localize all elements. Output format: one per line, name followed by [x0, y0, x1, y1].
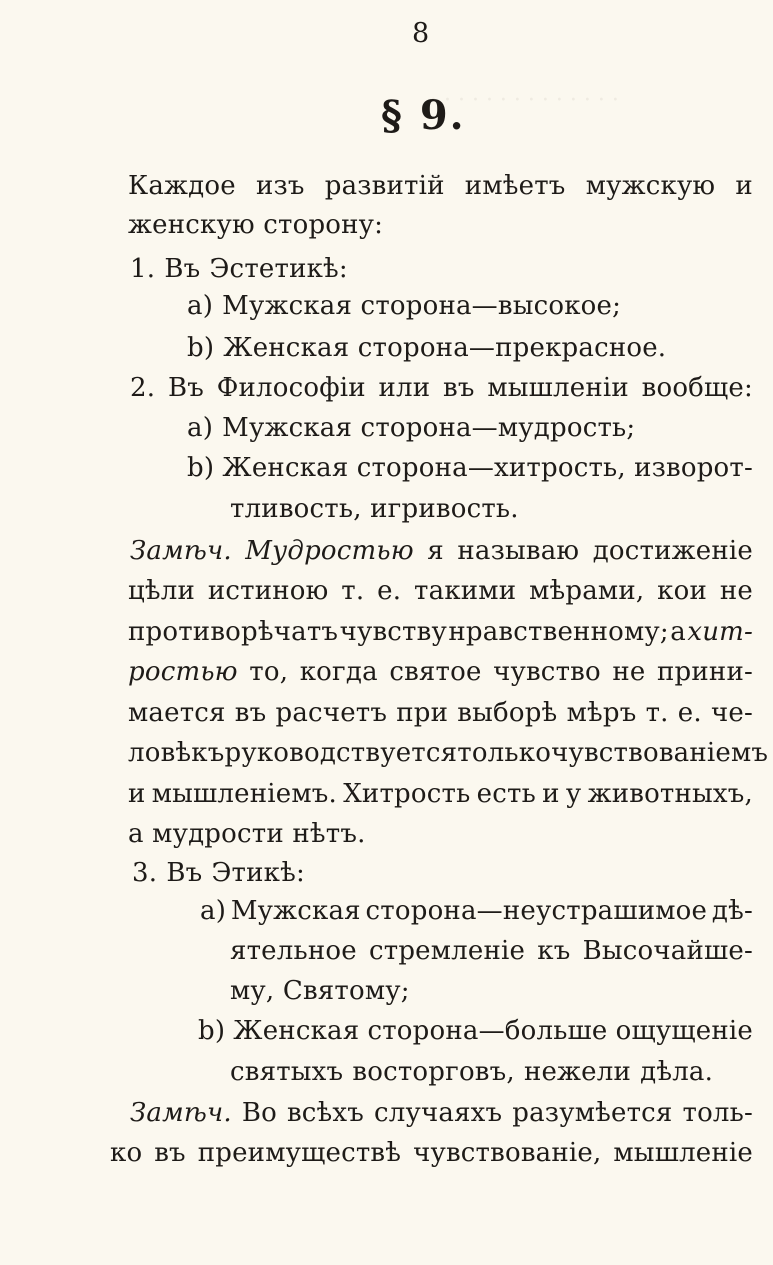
word: дѣ-: [711, 896, 753, 926]
word: Хитрость: [343, 779, 471, 809]
text-line: [130, 1097, 753, 1129]
word: Философіи: [216, 373, 366, 403]
word: есть: [476, 779, 536, 809]
text-line: [128, 616, 753, 648]
word: Этикѣ:: [211, 858, 305, 888]
word: въ: [234, 698, 267, 728]
text-line: [128, 170, 753, 202]
word: Мужская: [230, 896, 361, 926]
word: мышленіемъ.: [151, 779, 337, 809]
text-line: [128, 575, 753, 607]
word: кои: [657, 576, 707, 606]
word: вообще:: [641, 373, 753, 403]
word: изворот-: [634, 453, 753, 483]
text-line: [128, 209, 383, 241]
word: мужскую: [585, 171, 716, 201]
word: а): [187, 413, 214, 443]
word: называю: [457, 536, 580, 566]
word: сторона—хитрость,: [356, 453, 626, 483]
word: руководствуется: [224, 738, 458, 768]
word: при: [396, 698, 449, 728]
word: т.: [645, 698, 669, 728]
word: и: [128, 779, 146, 809]
word: а: [670, 617, 686, 647]
word: b): [187, 333, 215, 363]
word: Эстетикѣ:: [209, 254, 348, 284]
word: 2.: [130, 373, 156, 403]
word: развитій: [324, 171, 445, 201]
word: достиженіе: [592, 536, 753, 566]
word: ко: [110, 1138, 143, 1168]
italic-word: Замѣч.: [130, 1098, 232, 1128]
text-line: [128, 737, 769, 769]
section-heading: § 9.: [381, 92, 466, 139]
word: стремленіе: [368, 936, 526, 966]
word: тливость, игривость.: [230, 494, 519, 524]
text-line: [187, 290, 621, 322]
text-line: [110, 1137, 753, 1169]
word: такими: [414, 576, 517, 606]
word: ятельное: [230, 936, 357, 966]
bleed-through-text: · · · · · · · · · · · · · ·: [430, 88, 619, 113]
text-line: [230, 975, 410, 1007]
word: дѣла.: [640, 1057, 714, 1087]
word: Женская: [233, 1016, 360, 1046]
word: разумѣется: [512, 1098, 673, 1128]
word: расчетъ: [275, 698, 388, 728]
italic-word: ростью: [128, 657, 238, 687]
text-line: [200, 895, 753, 927]
text-line: [128, 697, 753, 729]
word: ощущеніе: [615, 1016, 753, 1046]
word: чувствованіемъ: [551, 738, 769, 768]
word: т.: [341, 576, 365, 606]
italic-word: Мудростью: [245, 536, 414, 566]
text-line: [128, 778, 753, 810]
word: святое: [389, 657, 482, 687]
word: Мужская сторона—высокое;: [222, 291, 622, 321]
word: къ: [537, 936, 571, 966]
word: а): [187, 291, 214, 321]
word: цѣли: [128, 576, 196, 606]
word: изъ: [255, 171, 305, 201]
word: 3.: [132, 858, 158, 888]
word: или: [378, 373, 431, 403]
word: чувствованіе,: [413, 1138, 602, 1168]
text-line: [187, 452, 753, 484]
word: сторона—больше: [367, 1016, 608, 1046]
word: случаяхъ: [374, 1098, 503, 1128]
word: прини-: [657, 657, 753, 687]
word: е.: [677, 698, 702, 728]
word: нравственному;: [448, 617, 669, 647]
italic-word: Замѣч.: [130, 536, 232, 566]
text-line: [187, 412, 635, 444]
word: е.: [377, 576, 402, 606]
word: преимуществѣ: [197, 1138, 402, 1168]
text-line: [230, 493, 519, 525]
page-number: 8: [412, 18, 430, 49]
word: Въ: [167, 373, 204, 403]
word: Каждое: [128, 171, 236, 201]
word: не: [719, 576, 753, 606]
word: нежели: [523, 1057, 632, 1087]
word: 1.: [130, 254, 156, 284]
word: а мудрости нѣтъ.: [128, 819, 366, 849]
word: я: [427, 536, 444, 566]
word: Высочайше-: [582, 936, 753, 966]
word: имѣетъ: [464, 171, 566, 201]
word: толь-: [682, 1098, 753, 1128]
word: въ: [443, 373, 475, 403]
text-line: [130, 372, 753, 404]
word: святыхъ: [230, 1057, 344, 1087]
word: Женская сторона—прекрасное.: [223, 333, 667, 363]
word: въ: [154, 1138, 186, 1168]
word: Мужская сторона—мудрость;: [222, 413, 636, 443]
italic-word: хит-: [687, 617, 753, 647]
word: Въ: [164, 254, 201, 284]
word: только: [457, 738, 552, 768]
word: мѣрами,: [529, 576, 645, 606]
word: чувство: [493, 657, 601, 687]
text-line: [130, 535, 753, 567]
word: не: [612, 657, 646, 687]
text-line: [130, 253, 348, 285]
word: когда: [299, 657, 378, 687]
word: ловѣкъ: [128, 738, 225, 768]
text-line: [187, 332, 666, 364]
word: мается: [128, 698, 226, 728]
word: женскую сторону:: [128, 210, 384, 240]
word: выборѣ: [457, 698, 558, 728]
word: b): [198, 1016, 226, 1046]
word: животныхъ,: [587, 779, 753, 809]
word: мышленіи: [487, 373, 629, 403]
text-line: [128, 818, 366, 850]
word: мѣръ: [566, 698, 637, 728]
word: то,: [249, 657, 289, 687]
word: чувству: [339, 617, 447, 647]
text-line: [132, 857, 305, 889]
word: восторговъ,: [352, 1057, 515, 1087]
word: противорѣчатъ: [128, 617, 339, 647]
word: и: [735, 171, 753, 201]
text-line: [128, 656, 753, 688]
text-line: [230, 935, 753, 967]
text-line: [198, 1015, 753, 1047]
text-line: [230, 1056, 713, 1088]
word: b): [187, 453, 215, 483]
word: сторона—неустрашимое: [365, 896, 708, 926]
word: истиною: [207, 576, 329, 606]
word: мышленіе: [613, 1138, 753, 1168]
word: му, Святому;: [230, 976, 410, 1006]
word: у: [565, 779, 582, 809]
word: Женская: [222, 453, 349, 483]
word: че-: [710, 698, 753, 728]
word: а): [200, 896, 227, 926]
word: Во: [241, 1098, 277, 1128]
word: Въ: [166, 858, 203, 888]
word: и: [542, 779, 560, 809]
word: всѣхъ: [286, 1098, 365, 1128]
